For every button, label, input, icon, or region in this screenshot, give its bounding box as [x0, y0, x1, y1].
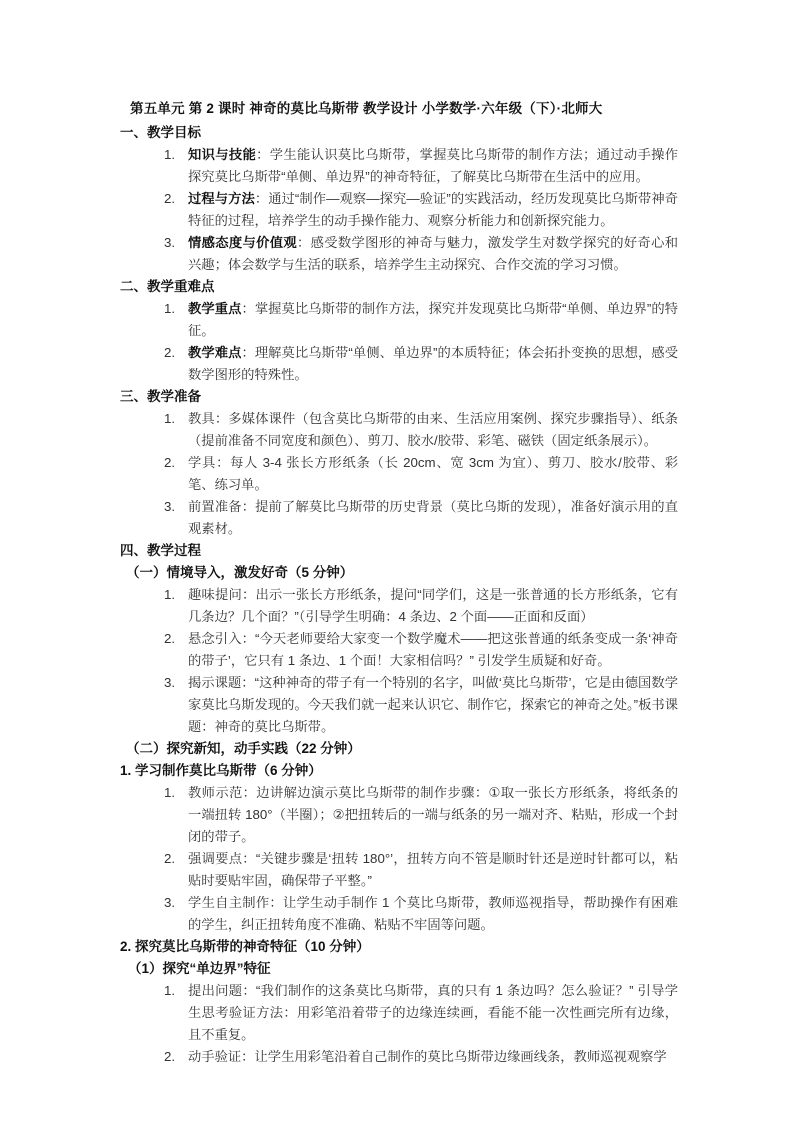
list-marker: 3. — [164, 499, 176, 514]
list-marker: 2. — [164, 455, 176, 470]
list-item — [120, 1046, 678, 1068]
section-list-2 — [120, 298, 678, 386]
numbered-list-1 — [120, 782, 678, 936]
list-marker: 1. — [164, 785, 176, 800]
item-text: ：感受数学图形的神奇与魅力，激发学生对数学探究的好奇心和兴趣；体会数学与生活的联系，培养学生主动探究、合作交流的学习习惯。 — [188, 235, 679, 272]
section-heading-2: 二、教学重难点 — [120, 279, 215, 294]
list-item — [120, 848, 678, 892]
list-marker: 2. — [164, 631, 176, 646]
section-heading-4: 四、教学过程 — [120, 543, 201, 558]
list-item — [120, 892, 678, 936]
item-text: 趣味提问：出示一张长方形纸条，提问“同学们，这是一张普通的长方形纸条，它有几条边？几个面？”（引导学生明确：4 条边、2 个面——正面和反面） — [188, 587, 678, 624]
item-text: 动手验证：让学生用彩笔沿着自己制作的莫比乌斯带边缘画线条，教师巡视观察学 — [188, 1049, 667, 1064]
list-marker: 3. — [164, 235, 176, 250]
list-item — [120, 298, 678, 342]
list-item — [120, 980, 678, 1046]
item-text: 揭示课题：“这种神奇的带子有一个特别的名字，叫做‘莫比乌斯带’，它是由德国数学家莫比乌斯发现的。今天我们就一起来认识它、制作它，探索它的神奇之处。”板书课题：神奇的莫比乌斯带。 — [188, 675, 678, 734]
section-list-3 — [120, 408, 678, 540]
section-heading-3: 三、教学准备 — [120, 389, 201, 404]
numbered-heading-2: 2. 探究莫比乌斯带的神奇特征（10 分钟） — [120, 939, 370, 954]
subsection-heading-er: （二）探究新知，动手实践（22 分钟） — [126, 741, 361, 756]
item-text: 学生自主制作：让学生动手制作 1 个莫比乌斯带，教师巡视指导，帮助操作有困难的学生，纠正扭转角度不准确、粘贴不牢固等问题。 — [188, 895, 678, 932]
list-item — [120, 672, 678, 738]
list-item — [120, 342, 678, 386]
list-marker: 2. — [164, 345, 176, 360]
list-marker: 1. — [164, 587, 176, 602]
item-text: 前置准备：提前了解莫比乌斯带的历史背景（莫比乌斯的发现），准备好演示用的直观素材。 — [188, 499, 678, 536]
item-text: 强调要点：“关键步骤是‘扭转 180°’，扭转方向不管是顺时针还是逆时针都可以，粘贴时要贴牢固，确保带子平整。” — [188, 851, 678, 888]
item-lead: 教学重点 — [188, 301, 242, 316]
sub-paren-heading-1: （1）探究“单边界”特征 — [128, 961, 271, 976]
item-lead: 知识与技能 — [188, 147, 257, 162]
item-lead: 情感态度与价值观 — [188, 235, 297, 250]
list-marker: 1. — [164, 411, 176, 426]
item-lead: 过程与方法 — [188, 191, 255, 206]
list-item — [120, 188, 678, 232]
item-text: ：通过“制作—观察—探究—验证”的实践活动，经历发现莫比乌斯带神奇特征的过程，培养学生的动手操作能力、观察分析能力和创新探究能力。 — [188, 191, 679, 228]
item-text: 提出问题：“我们制作的这条莫比乌斯带，真的只有 1 条边吗？怎么验证？” 引导学生思考验证方法：用彩笔沿着带子的边缘连续画，看能不能一次性画完所有边缘，且不重复。 — [188, 983, 678, 1042]
list-marker: 1. — [164, 301, 176, 316]
list-marker: 1. — [164, 147, 176, 162]
list-marker: 2. — [164, 851, 176, 866]
section-list-1 — [120, 144, 678, 276]
list-item — [120, 144, 678, 188]
item-text: 教具：多媒体课件（包含莫比乌斯带的由来、生活应用案例、探究步骤指导）、纸条（提前准备不同宽度和颜色）、剪刀、胶水/胶带、彩笔、磁铁（固定纸条展示）。 — [188, 411, 678, 448]
numbered-heading-1: 1. 学习制作莫比乌斯带（6 分钟） — [120, 763, 322, 778]
list-item — [120, 452, 678, 496]
list-item — [120, 628, 678, 672]
section-heading-1: 一、教学目标 — [120, 125, 201, 140]
list-marker: 3. — [164, 675, 176, 690]
list-item — [120, 584, 678, 628]
item-text: ：掌握莫比乌斯带的制作方法，探究并发现莫比乌斯带“单侧、单边界”的特征。 — [188, 301, 678, 338]
item-text: 悬念引入：“今天老师要给大家变一个数学魔术——把这张普通的纸条变成一条‘神奇的带子’，它只有 1 条边、1 个面！大家相信吗？” 引发学生质疑和好奇。 — [188, 631, 678, 668]
list-item — [120, 782, 678, 848]
sub-paren-list-1 — [120, 980, 678, 1068]
list-item — [120, 408, 678, 452]
list-marker: 2. — [164, 1049, 176, 1064]
item-text: ：学生能认识莫比乌斯带，掌握莫比乌斯带的制作方法；通过动手操作探究莫比乌斯带“单侧、单边界”的神奇特征，了解莫比乌斯带在生活中的应用。 — [188, 147, 679, 184]
item-text: ：理解莫比乌斯带“单侧、单边界”的本质特征；体会拓扑变换的思想，感受数学图形的特殊性。 — [188, 345, 678, 382]
list-marker: 3. — [164, 895, 176, 910]
subsection-list-yi — [120, 584, 678, 738]
list-marker: 2. — [164, 191, 176, 206]
list-item — [120, 232, 678, 276]
item-text: 教师示范：边讲解边演示莫比乌斯带的制作步骤：①取一张长方形纸条，将纸条的一端扭转 180°（半圈）；②把扭转后的一端与纸条的另一端对齐、粘贴，形成一个封闭的带子。 — [188, 785, 678, 844]
page-title: 第五单元 第 2 课时 神奇的莫比乌斯带 教学设计 小学数学·六年级（下）·北师大 — [130, 101, 603, 116]
item-lead: 教学难点 — [188, 345, 242, 360]
item-text: 学具：每人 3-4 张长方形纸条（长 20cm、宽 3cm 为宜）、剪刀、胶水/胶带、彩笔、练习单。 — [188, 455, 678, 492]
subsection-heading-yi: （一）情境导入，激发好奇（5 分钟） — [126, 565, 354, 580]
list-item — [120, 496, 678, 540]
list-marker: 1. — [164, 983, 176, 998]
